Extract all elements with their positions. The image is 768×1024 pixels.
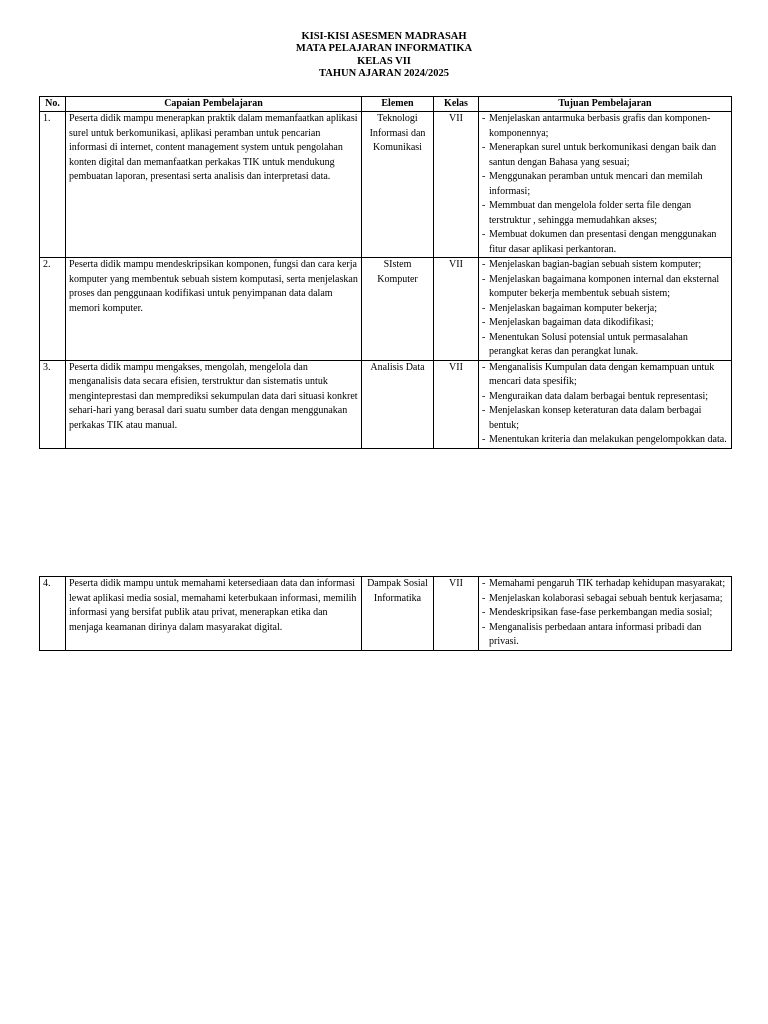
tujuan-list	[482, 112, 728, 257]
header-no: No.	[40, 97, 66, 112]
elemen-cell: Teknologi Informasi dan Komunikasi	[362, 112, 434, 258]
table-row	[40, 112, 732, 258]
tujuan-list	[482, 258, 728, 360]
document-title	[0, 31, 768, 80]
kelas-cell: VII	[434, 577, 479, 651]
tujuan-item: - Menjelaskan bagaiman komputer bekerja;	[482, 302, 728, 317]
tujuan-item: - Mendeskripsikan fase-fase perkembangan media sosial;	[482, 606, 728, 621]
tujuan-cell	[479, 258, 732, 361]
row-number: 4.	[40, 577, 66, 651]
tujuan-item: - Menjelaskan bagaiman data dikodifikasi;	[482, 316, 728, 331]
table-header-row	[40, 97, 732, 112]
tujuan-item: - Menggunakan peramban untuk mencari dan memilah informasi;	[482, 170, 728, 199]
title-line-3: KELAS VII	[357, 55, 411, 67]
elemen-cell: Analisis Data	[362, 360, 434, 448]
header-capaian: Capaian Pembelajaran	[66, 97, 362, 112]
kelas-cell: VII	[434, 360, 479, 448]
tujuan-item: - Menjelaskan bagian-bagian sebuah sistem komputer;	[482, 258, 728, 273]
tujuan-item: - Memmbuat dan mengelola folder serta file dengan terstruktur , sehingga memudahkan akses;	[482, 199, 728, 228]
tujuan-cell	[479, 360, 732, 448]
tujuan-item: - Membuat dokumen dan presentasi dengan menggunakan fitur dasar aplikasi perkantoran.	[482, 228, 728, 257]
row-number: 2.	[40, 258, 66, 361]
tujuan-item: - Menguraikan data dalam berbagai bentuk representasi;	[482, 390, 728, 405]
tujuan-item: - Menjelaskan antarmuka berbasis grafis dan komponen-komponennya;	[482, 112, 728, 141]
kisi-kisi-table	[39, 96, 732, 449]
tujuan-item: - Menganalisis perbedaan antara informasi pribadi dan privasi.	[482, 621, 728, 650]
capaian-cell: Peserta didik mampu menerapkan praktik dalam memanfaatkan aplikasi surel untuk berkomunikasi, aplikasi peramban untuk pencarian informasi di internet, content management system untuk pengolahan konten digital dan memanfaatkan perkakas TIK untuk mendukung pembuatan laporan, presentasi serta analisis dan interpretasi data.	[66, 112, 362, 258]
tujuan-list	[482, 577, 728, 650]
tujuan-item: - Menjelaskan konsep keteraturan data dalam berbagai bentuk;	[482, 404, 728, 433]
tujuan-item: - Menjelaskan kolaborasi sebagai sebuah bentuk kerjasama;	[482, 592, 728, 607]
kelas-cell: VII	[434, 258, 479, 361]
tujuan-item: - Menganalisis Kumpulan data dengan kemampuan untuk mencari data spesifik;	[482, 361, 728, 390]
tujuan-item: - Menentukan kriteria dan melakukan pengelompokkan data.	[482, 433, 728, 448]
title-line-2: MATA PELAJARAN INFORMATIKA	[295, 43, 473, 55]
capaian-cell: Peserta didik mampu mengakses, mengolah, mengelola dan menganalisis data secara efisien, terstruktur dan sistematis untuk menginteprestasi dan memprediksi sekumpulan data dari situasi konkret sehari-hari yang berasal dari suatu sumber data dengan menggunakan perkakas TIK atau manual.	[66, 360, 362, 448]
title-line-1: KISI-KISI ASESMEN MADRASAH	[301, 31, 467, 42]
tujuan-item: - Menentukan Solusi potensial untuk permasalahan perangkat keras dan perangkat lunak.	[482, 331, 728, 360]
table-row	[40, 577, 732, 651]
elemen-cell: Dampak Sosial Informatika	[362, 577, 434, 651]
capaian-cell: Peserta didik mampu mendeskripsikan komponen, fungsi dan cara kerja komputer yang membentuk sebuah sistem komputasi, serta menjelaskan proses dan penggunaan kodifikasi untuk penyimpanan data dalam memori komputer.	[66, 258, 362, 361]
tujuan-item: - Menerapkan surel untuk berkomunikasi dengan baik dan santun dengan Bahasa yang sesuai;	[482, 141, 728, 170]
header-tujuan: Tujuan Pembelajaran	[479, 97, 732, 112]
tujuan-cell	[479, 112, 732, 258]
capaian-cell: Peserta didik mampu untuk memahami ketersediaan data dan informasi lewat aplikasi media sosial, memahami keterbukaan informasi, memilih informasi yang bersifat publik atau privat, menerapkan etika dan menjaga keamanan dirinya dalam masyarakat digital.	[66, 577, 362, 651]
row-number: 3.	[40, 360, 66, 448]
header-elemen: Elemen	[362, 97, 434, 112]
tujuan-cell	[479, 577, 732, 651]
kelas-cell: VII	[434, 112, 479, 258]
elemen-cell: SIstem Komputer	[362, 258, 434, 361]
table-row	[40, 360, 732, 448]
tujuan-item: - Memahami pengaruh TIK terhadap kehidupan masyarakat;	[482, 577, 728, 592]
title-line-4: TAHUN AJARAN 2024/2025	[319, 67, 449, 79]
tujuan-item: - Menjelaskan bagaimana komponen internal dan eksternal komputer bekerja membentuk sebuah sistem;	[482, 273, 728, 302]
table-row	[40, 258, 732, 361]
kisi-kisi-table-continued	[39, 576, 732, 651]
header-kelas: Kelas	[434, 97, 479, 112]
row-number: 1.	[40, 112, 66, 258]
tujuan-list	[482, 361, 728, 448]
